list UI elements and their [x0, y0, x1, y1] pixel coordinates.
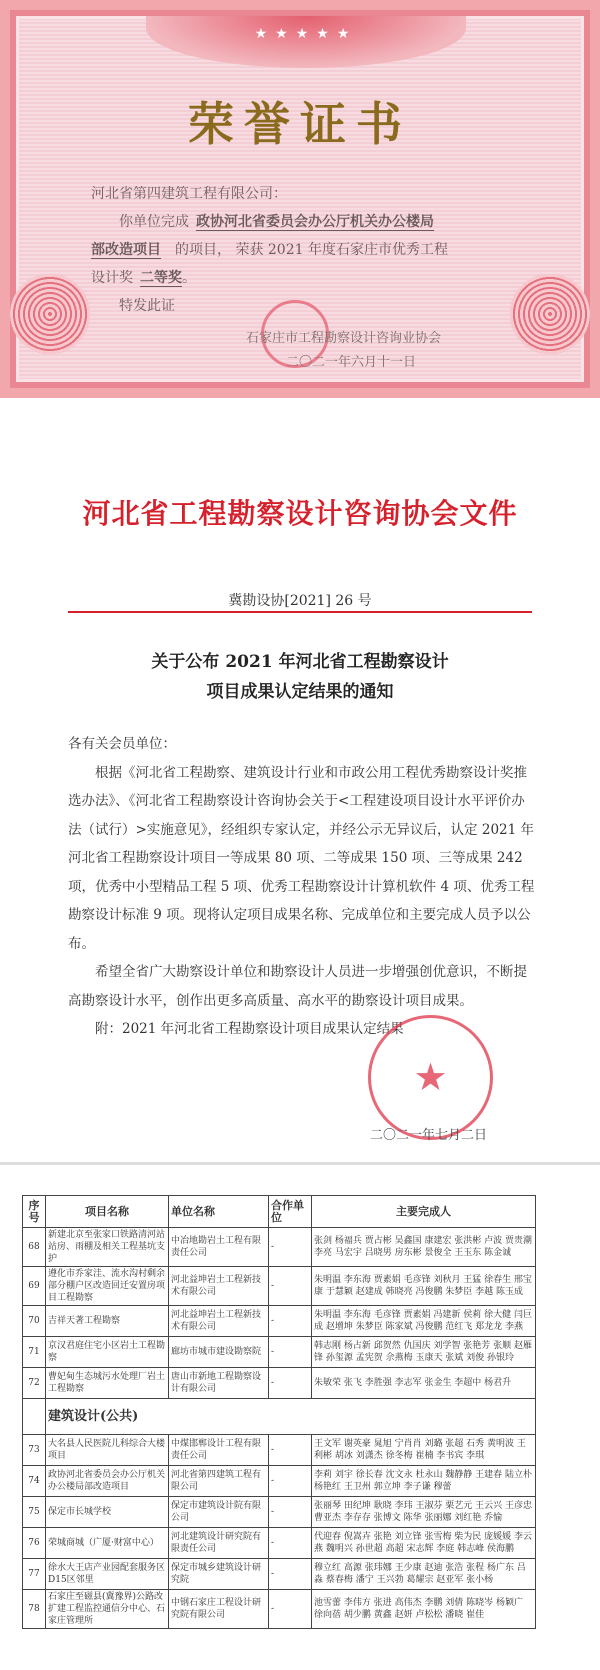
cell-people: 朱明温 李东海 贾素娟 毛彦锋 刘秋月 王猛 徐春生 邢宝康 于慧颖 赵建成 韩晓亮 冯俊鹏 朱梦臣 李越 陈玉成 — [312, 1267, 536, 1306]
cell-project: 徐水大王店产业园配套服务区D15区邻里 — [46, 1559, 169, 1590]
cell-project: 京汉君庭住宅小区岩土工程勘察 — [46, 1337, 169, 1368]
cell-seq: 69 — [23, 1267, 46, 1306]
table-row — [23, 1559, 536, 1590]
project-name-a: 政协河北省委员会办公厅机关办公楼局 — [196, 214, 434, 230]
table-row — [23, 1306, 536, 1337]
award-level: 二等奖 — [140, 270, 182, 286]
attachment-note: 附：2021 年河北省工程勘察设计项目成果认定结果 — [95, 1021, 404, 1037]
table-row — [23, 1368, 536, 1399]
red-divider — [68, 611, 532, 613]
column-header: 合作单位 — [269, 1196, 312, 1228]
cell-unit: 唐山市新地工程勘察设计有限公司 — [169, 1368, 269, 1399]
cell-coop: - — [269, 1559, 312, 1590]
cell-seq: 73 — [23, 1435, 46, 1466]
recipient: 河北省第四建筑工程有限公司： — [91, 186, 287, 202]
honor-certificate — [0, 0, 600, 398]
title-line-2: 项目成果认定结果的通知 — [206, 682, 394, 702]
cell-people: 李莉 刘宇 徐长春 沈文永 杜永山 魏静静 王建春 陆立朴 杨艳红 王卫州 郭立坤 李子谦 穆蕾 — [312, 1466, 536, 1497]
cell-project: 遵化市乔家洼、流水沟村剩余部分棚户区改造回迁安置房项目工程勘察 — [46, 1267, 169, 1306]
table-row — [23, 1528, 536, 1559]
cell-project: 曹妃甸生态城污水处理厂岩土工程勘察 — [46, 1368, 169, 1399]
cell-people: 朱敏荣 张飞 李胜强 李志军 张金生 李超中 杨君升 — [312, 1368, 536, 1399]
line3-prefix: 设计奖 — [91, 270, 133, 286]
cell-unit: 河北建筑设计研究院有限责任公司 — [169, 1528, 269, 1559]
cell-project: 大名县人民医院儿科综合大楼项目 — [46, 1435, 169, 1466]
paragraph: 希望全省广大勘察设计单位和勘察设计人员进一步增强创优意识，不断提高勘察设计水平，创作出更多高质量、高水平的勘察设计项目成果。 — [68, 964, 527, 1009]
cell-unit: 中钢石家庄工程设计研究院有限公司 — [169, 1590, 269, 1629]
cell-coop: - — [269, 1306, 312, 1337]
cell-seq: 78 — [23, 1590, 46, 1629]
cell-project: 政协河北省委员会办公厅机关办公楼局部改造项目 — [46, 1466, 169, 1497]
cell-unit: 河北益坤岩土工程新技术有限公司 — [169, 1306, 269, 1337]
table-row — [23, 1466, 536, 1497]
certificate-signature — [246, 327, 441, 375]
official-seal: ★ — [368, 1015, 493, 1140]
cell-unit: 廊坊市城市建设勘察院 — [169, 1337, 269, 1368]
certificate-banner — [146, 16, 466, 68]
notice-title — [0, 647, 600, 707]
table-row — [23, 1497, 536, 1528]
cell-coop: - — [269, 1337, 312, 1368]
cell-unit: 保定市建筑设计院有限公司 — [169, 1497, 269, 1528]
cell-seq: 72 — [23, 1368, 46, 1399]
cell-people: 韩志刚 杨占新 邱贺然 仇国庆 刘学智 张艳芳 张顺 赵雁锋 孙玺源 孟宪贺 佘燕梅 玉康天 张斌 刘俊 孙银玲 — [312, 1337, 536, 1368]
cell-people: 代迎春 倪嵩卉 张艳 刘立锋 张雪梅 柴为民 庞媛媛 李云燕 魏明兴 孙世超 高超 宋志辉 李庭 韩志峰 侯海鹏 — [312, 1528, 536, 1559]
notice-document — [0, 400, 600, 1165]
cell-project: 吉祥天著工程勘察 — [46, 1306, 169, 1337]
cell-unit: 中冶地勘岩土工程有限责任公司 — [169, 1228, 269, 1267]
certificate-title: 荣誉证书 — [188, 97, 412, 151]
column-header: 项目名称 — [46, 1196, 169, 1228]
notice-date: 二〇二一年七月二日 — [370, 1128, 488, 1143]
cell-seq: 70 — [23, 1306, 46, 1337]
salutation: 各有关会员单位： — [68, 736, 176, 752]
stars-decoration: ★★★★★ — [254, 26, 358, 42]
issuer: 石家庄市工程勘察设计咨询业协会 — [246, 331, 442, 346]
cell-project: 新建北京至张家口铁路清河站站房、雨棚及相关工程基坑支护 — [46, 1228, 169, 1267]
column-header: 序号 — [23, 1196, 46, 1228]
cell-seq: 68 — [23, 1228, 46, 1267]
table-row — [23, 1435, 536, 1466]
cell-empty — [23, 1399, 46, 1435]
cell-coop: - — [269, 1466, 312, 1497]
cell-seq: 71 — [23, 1337, 46, 1368]
cell-people: 张丽琴 田纪坤 耿晓 李玮 王淑芬 栗艺元 王云兴 王彦忠 曹亚杰 李存存 张博文 陈华 张丽娜 刘红艳 乔愉 — [312, 1497, 536, 1528]
cell-unit: 河北益坤岩土工程新技术有限公司 — [169, 1267, 269, 1306]
table-row — [23, 1228, 536, 1267]
cell-people: 张剑 杨福兵 贾占彬 吴鑫国 康建宏 张洪彬 卢波 贾贵潮 李亮 马宏宇 吕晓男 房东彬 景俊全 王玉东 陈金诚 — [312, 1228, 536, 1267]
cell-seq: 75 — [23, 1497, 46, 1528]
table-row — [23, 1267, 536, 1306]
cell-seq: 77 — [23, 1559, 46, 1590]
cell-coop: - — [269, 1368, 312, 1399]
cell-people: 朱明温 李东海 毛彦锋 贾素娟 冯建新 侯莉 徐大健 闫巨成 赵增坤 朱梦臣 陈家斌 冯俊鹏 范红飞 郑龙龙 李燕 — [312, 1306, 536, 1337]
results-table — [22, 1195, 536, 1629]
column-header: 单位名称 — [169, 1196, 269, 1228]
cell-unit: 河北省第四建筑工程有限公司 — [169, 1466, 269, 1497]
cell-people: 池雪蕾 李伟方 张进 高伟杰 李鹏 刘倩 陈晓岑 杨颖广 徐向蓓 胡少鹏 黄鑫 赵妍 卢松松 潘晓 崔佳 — [312, 1590, 536, 1629]
cell-coop: - — [269, 1435, 312, 1466]
certify-text: 特发此证 — [119, 298, 175, 314]
column-header: 主要完成人 — [312, 1196, 536, 1228]
certificate-date: 二〇二一年六月十一日 — [286, 355, 417, 370]
section-row — [23, 1399, 536, 1435]
cell-project: 荣城商城（广厦·财富中心） — [46, 1528, 169, 1559]
title-line-1: 关于公布 2021 年河北省工程勘察设计 — [151, 652, 449, 672]
cell-coop: - — [269, 1528, 312, 1559]
table-row — [23, 1337, 536, 1368]
cell-coop: - — [269, 1590, 312, 1629]
line2: 的项目， 荣获 2021 年度石家庄市优秀工程 — [175, 242, 448, 258]
cell-unit: 中煤邯郸设计工程有限责任公司 — [169, 1435, 269, 1466]
line3-suffix: 。 — [182, 270, 196, 286]
cell-coop: - — [269, 1267, 312, 1306]
certificate-body — [91, 180, 541, 320]
cell-coop: - — [269, 1497, 312, 1528]
table-row — [23, 1590, 536, 1629]
cell-coop: - — [269, 1228, 312, 1267]
notice-body — [68, 730, 538, 1044]
line1-prefix: 你单位完成 — [119, 214, 189, 230]
section-title: 建筑设计(公共) — [46, 1399, 536, 1435]
cell-people: 王文军 谢英豪 晁旭 宁肖肖 刘璐 张超 石秀 黄明波 王利彬 胡冰 刘潇杰 徐冬梅 崔楠 李书宾 李琪 — [312, 1435, 536, 1466]
paragraph: 根据《河北省工程勘察、建筑设计行业和市政公用工程优秀勘察设计奖推选办法》、《河北省工程勘察设计咨询协会关于<工程建设项目设计水平评价办法（试行）>实施意见》，经组织专家认定，并经公示无异议后，认定 2021 年河北省工程勘察设计项目一等成果 80 项、二等成果 150 项、三等成果 242 项，优秀中小型精品工程 5 项、优秀工程勘察设计计算机软件 4 项、优秀工程勘察设计标准 9 项。现将认定项目成果名称、完成单位和主要完成人员予以公布。 — [68, 764, 535, 952]
document-header: 河北省工程勘察设计咨询协会文件 — [82, 497, 518, 530]
project-name-b: 部改造项目 — [91, 242, 161, 258]
cell-project: 保定市长城学校 — [46, 1497, 169, 1528]
cell-seq: 74 — [23, 1466, 46, 1497]
rosette-decoration — [10, 274, 90, 354]
cell-unit: 保定市城乡建筑设计研究院 — [169, 1559, 269, 1590]
document-number: 冀勘设协[2021] 26 号 — [228, 593, 372, 609]
cell-people: 穆立红 高源 张玮娜 王少康 赵迪 张浩 张程 杨广东 吕淼 蔡春梅 潘宁 王兴勃 葛耀宗 赵亚军 张小杨 — [312, 1559, 536, 1590]
cell-project: 石家庄至磁县(冀豫界)公路改扩建工程监控通信分中心、石家庄管理所 — [46, 1590, 169, 1629]
cell-seq: 76 — [23, 1528, 46, 1559]
